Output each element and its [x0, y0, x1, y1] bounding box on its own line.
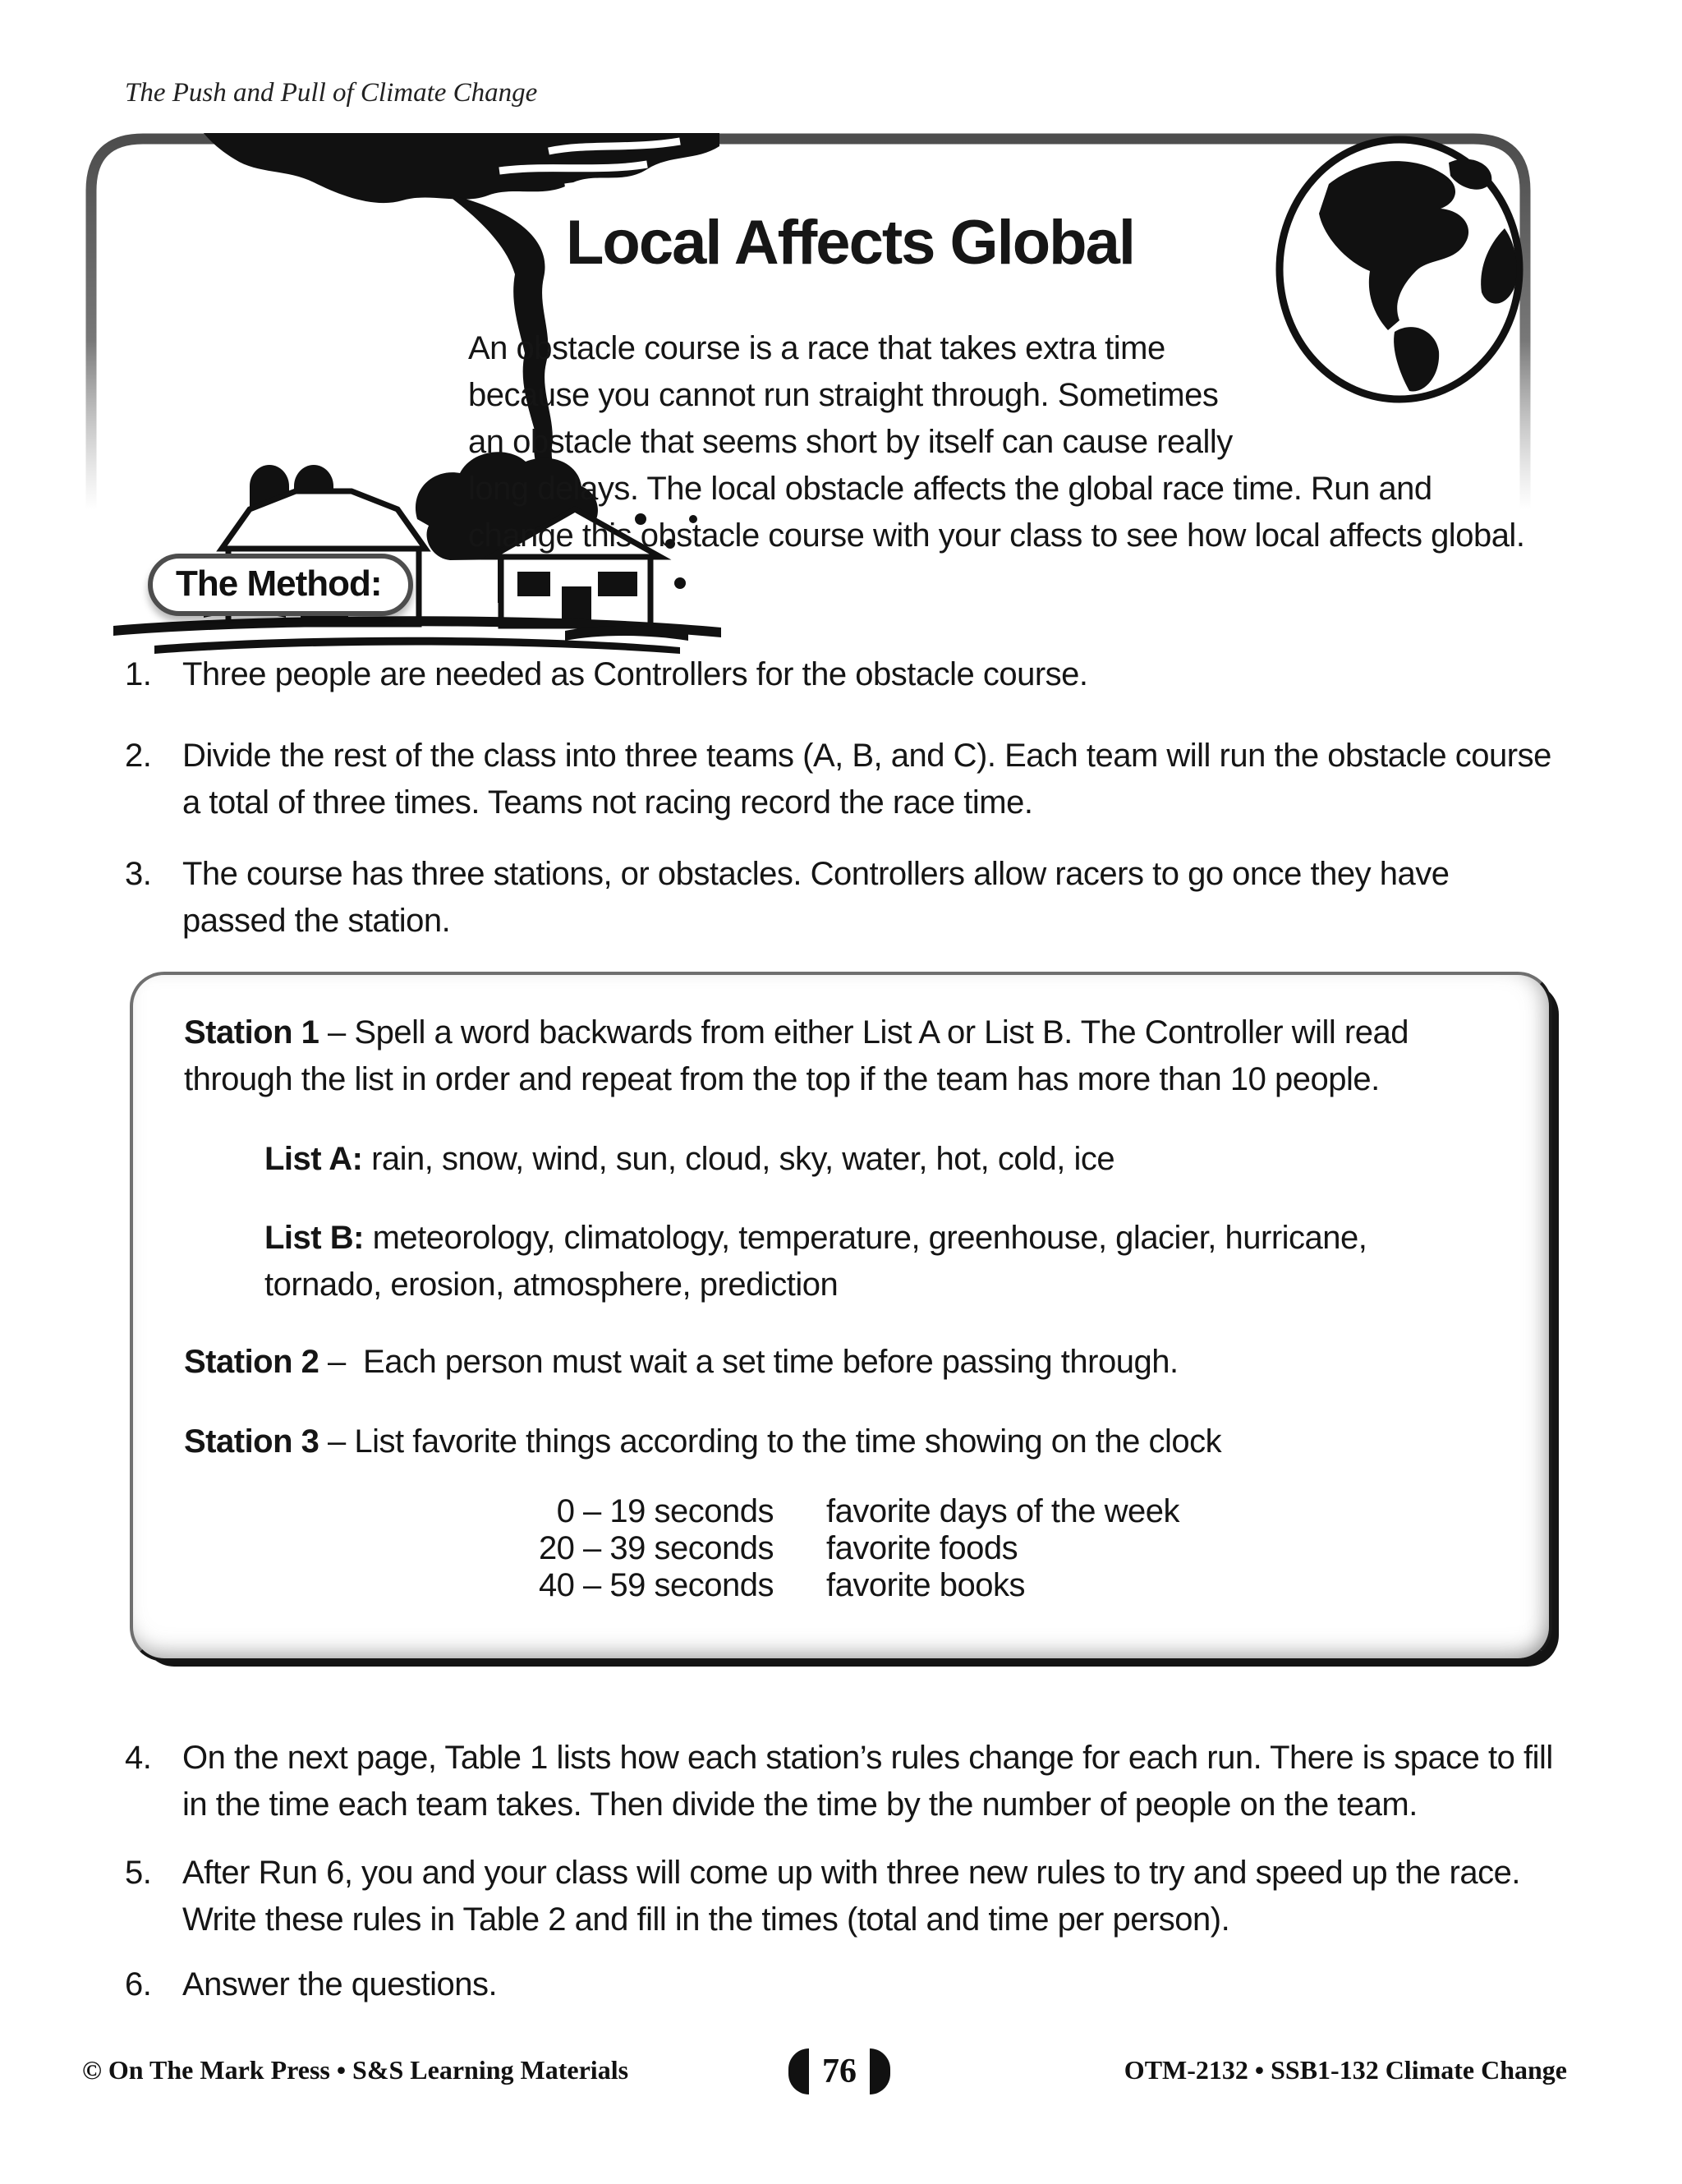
- step-text: After Run 6, you and your class will come up with three new rules to try and speed up the race. Write these rules in Table 2 and fill in the times (total and time per person).: [182, 1855, 1520, 1938]
- clock-time: 40 – 59 seconds: [538, 1567, 774, 1603]
- station-3-rule: [184, 1418, 1221, 1465]
- list-a-label: List A:: [264, 1141, 363, 1177]
- page-number: 76: [822, 2053, 857, 2090]
- step-number: 3.: [125, 856, 152, 892]
- step: [125, 733, 1570, 826]
- clock-time: 20 – 39 seconds: [538, 1530, 774, 1566]
- station-1-label: Station 1: [184, 1014, 319, 1051]
- station-1-text: Spell a word backwards from either List A or List B. The Controller will read through the list in order and repeat from the top if the team has more than 10 people.: [184, 1014, 1409, 1097]
- step-number: 2.: [125, 738, 152, 774]
- method-label: The Method:: [176, 563, 382, 604]
- clock-category: favorite foods: [826, 1530, 1018, 1566]
- list-b: [264, 1215, 1431, 1308]
- intro-line: because you cannot run straight through. Sometimes: [468, 377, 1219, 413]
- station-1-dash: –: [328, 1014, 346, 1051]
- page-title: Local Affects Global: [566, 208, 1134, 278]
- list-b-words: meteorology, climatology, temperature, greenhouse, glacier, hurricane, tornado, erosion, atmosphere, prediction: [264, 1220, 1367, 1303]
- step-number: 1.: [125, 656, 152, 692]
- step: [125, 651, 1570, 698]
- station-2-text: Each person must wait a set time before passing through.: [363, 1344, 1179, 1380]
- step-text: Three people are needed as Controllers for the obstacle course.: [182, 656, 1088, 692]
- step-text: The course has three stations, or obstacles. Controllers allow racers to go once they have passed the station.: [182, 856, 1450, 939]
- step: [125, 1850, 1570, 1943]
- running-title: The Push and Pull of Climate Change: [125, 78, 538, 108]
- station-2-label: Station 2: [184, 1344, 319, 1380]
- page-number-left-crescent-icon: [788, 2048, 809, 2094]
- step-number: 6.: [125, 1966, 152, 2002]
- clock-time-table: [519, 1493, 1179, 1603]
- station-2-dash: –: [328, 1344, 346, 1380]
- step-text: On the next page, Table 1 lists how each station’s rules change for each run. There is space to fill in the time each team takes. Then divide the time by the number of people on the team.: [182, 1740, 1553, 1823]
- intro-paragraph: [468, 325, 1524, 559]
- page-number-right-crescent-icon: [870, 2048, 890, 2094]
- list-b-label: List B:: [264, 1220, 364, 1256]
- footer-left-credit: © On The Mark Press • S&S Learning Materials: [82, 2055, 629, 2085]
- step-text: Divide the rest of the class into three teams (A, B, and C). Each team will run the obstacle course a total of three times. Teams not racing record the race time.: [182, 738, 1551, 821]
- clock-time: 0 – 19 seconds: [556, 1493, 774, 1529]
- page-number-group: [788, 2048, 890, 2094]
- step-number: 4.: [125, 1740, 152, 1776]
- intro-line: An obstacle course is a race that takes extra time: [468, 330, 1165, 366]
- intro-line: long delays. The local obstacle affects the global race time. Run and: [468, 471, 1432, 507]
- step-number: 5.: [125, 1855, 152, 1891]
- step-text: Answer the questions.: [182, 1966, 498, 2002]
- list-a: [264, 1136, 1114, 1183]
- station-1-rule: [184, 1009, 1498, 1103]
- clock-category: favorite days of the week: [826, 1493, 1179, 1529]
- station-rules-box: [130, 972, 1552, 1662]
- step: [125, 1961, 1570, 2008]
- step: [125, 851, 1570, 945]
- list-a-words: rain, snow, wind, sun, cloud, sky, water, hot, cold, ice: [371, 1141, 1115, 1177]
- station-3-dash: –: [328, 1423, 346, 1460]
- intro-line: change this obstacle course with your class to see how local affects global.: [468, 517, 1525, 554]
- step: [125, 1735, 1570, 1828]
- clock-category: favorite books: [826, 1567, 1026, 1603]
- intro-line: an obstacle that seems short by itself can cause really: [468, 424, 1233, 460]
- footer-right-code: OTM-2132 • SSB1-132 Climate Change: [1124, 2055, 1567, 2085]
- station-3-label: Station 3: [184, 1423, 319, 1460]
- station-2-rule: [184, 1339, 1179, 1386]
- method-pill: [148, 554, 413, 616]
- station-3-text: List favorite things according to the time showing on the clock: [354, 1423, 1222, 1460]
